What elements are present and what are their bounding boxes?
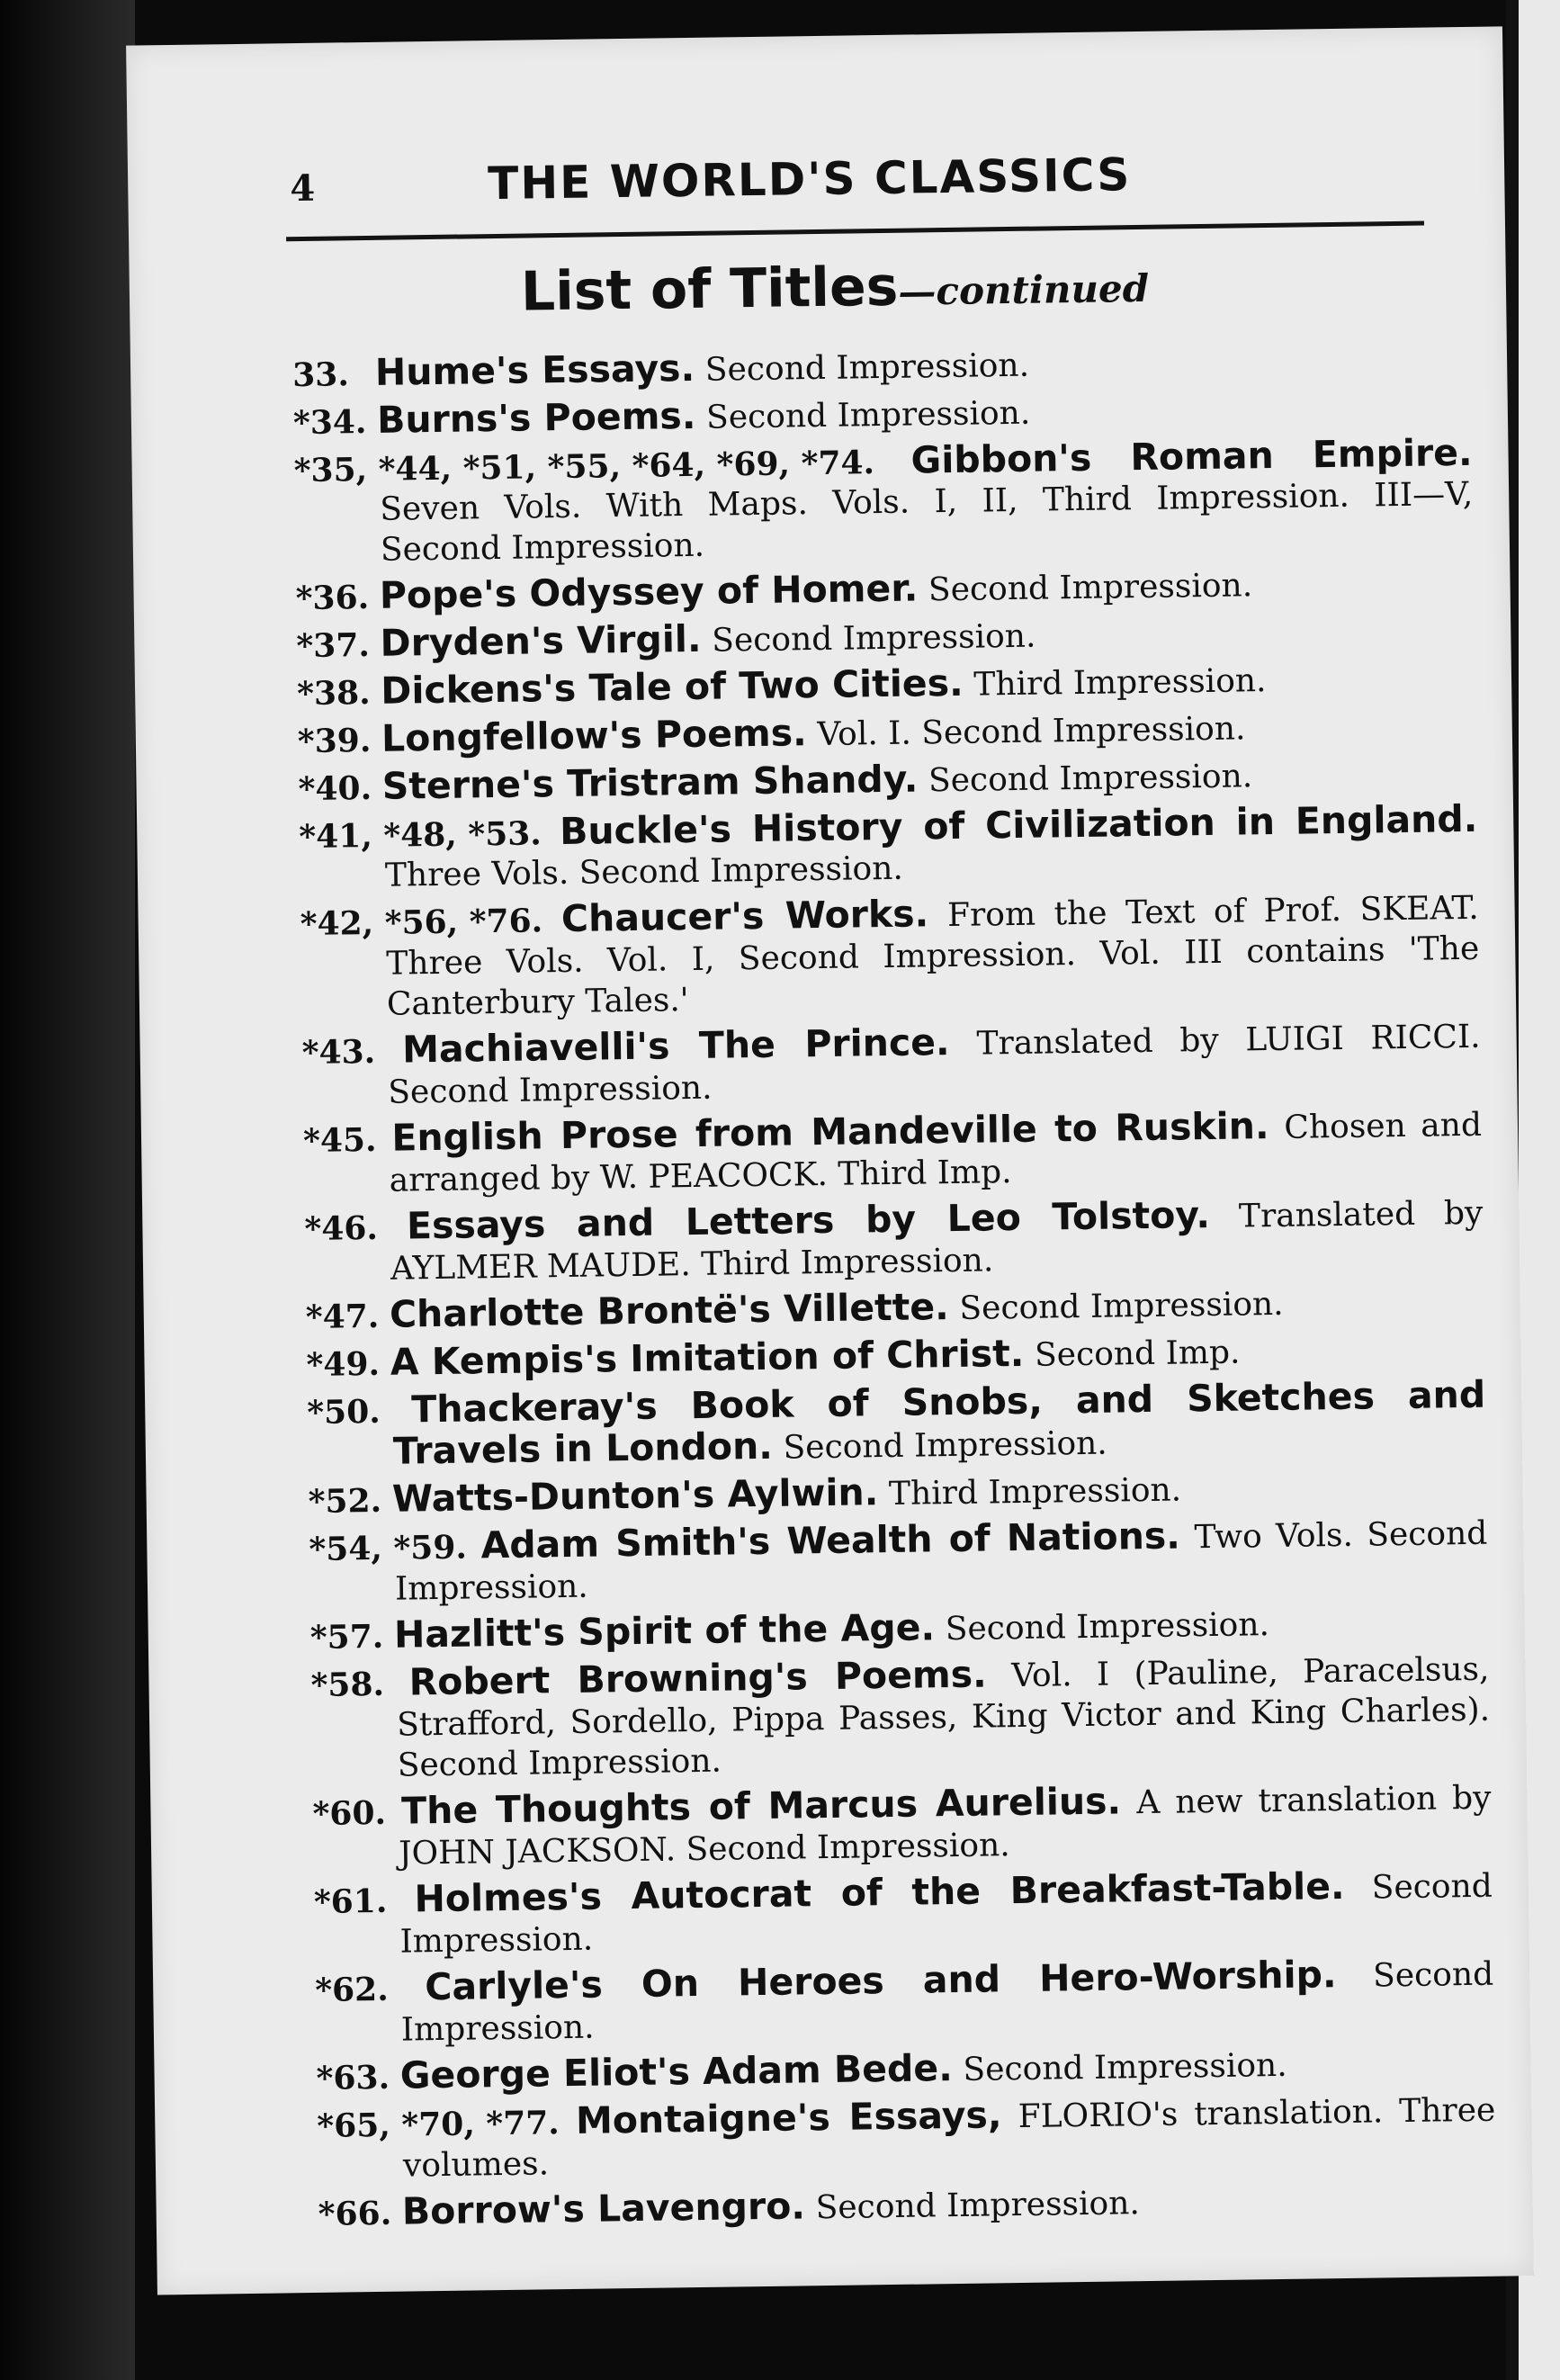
entry-title: Sterne's Tristram Shandy. [381,757,919,808]
entry-number: *38. [296,673,371,714]
entry-note: Third Impression. [888,1471,1182,1513]
entry-note: Two Vols. Second Impression. [394,1514,1488,1608]
entry-note: From the Text of Prof. SKEAT. Three Vols. Vol. I, Second Impression. Vol. III contains 'The Canterbury Tales.' [386,889,1480,1023]
entry-number: *42, *56, *76. [300,902,543,944]
entry-title: George Eliot's Adam Bede. [399,2046,954,2097]
list-item [314,1864,1493,1963]
entry-number: *62. [314,1970,390,2009]
entry-note: Second Impression. [704,346,1030,389]
entry-number: 33. [291,355,350,395]
running-header [290,134,1496,223]
entry-note: Second Impression. [783,1424,1107,1467]
list-item [310,1648,1491,1787]
entry-title: Pope's Odyssey of Homer. [379,566,919,617]
entry-title: Dickens's Tale of Two Cities. [381,660,964,713]
list-item [317,2088,1496,2187]
list-item [300,886,1480,1026]
page-number: 4 [289,166,316,211]
entry-number: *57. [309,1617,384,1657]
entry-note: Second Impression. [928,758,1253,800]
entry-note: Second Impression. [400,1955,1494,2049]
entry-note: Translated by LUIGI RICCI. Second Impression. [388,1018,1481,1111]
list-heading-continued: —continued [898,265,1150,314]
entry-number: *65, *70, *77. [317,2104,560,2145]
list-item [293,430,1474,571]
entry-note: Second Impression. [959,1285,1284,1327]
book-page [126,26,1534,2295]
entry-number: *63. [316,2058,390,2097]
entry-number: *46. [304,1208,379,1249]
entry-title: Borrow's Lavengro. [401,2184,806,2233]
list-item [309,1512,1488,1611]
entry-note: Second Impression. [815,2185,1141,2227]
entry-note: Second Impression. [963,2046,1287,2088]
entry-title: Machiavelli's The Prince. [401,1020,950,1072]
entry-title: Holmes's Autocrat of the Breakfast-Table. [414,1864,1345,1921]
entry-note: Second Impression. [945,1606,1270,1648]
entry-title: Hume's Essays. [374,346,695,394]
entry-number: *60. [312,1793,387,1833]
list-item [315,1953,1494,2052]
entry-number: *37. [296,625,371,666]
entry-title: Adam Smith's Wealth of Nations. [480,1513,1181,1567]
entry-title: A Kempis's Imitation of Christ. [390,1331,1025,1384]
entry-number: *52. [308,1481,382,1522]
entry-title: Burns's Poems. [376,393,696,442]
entry-note: Translated by AYLMER MAUDE. Third Impression. [390,1194,1484,1288]
list-item [318,2177,1497,2235]
entry-title: Carlyle's On Heroes and Hero-Worship. [424,1953,1337,2009]
list-item [299,796,1478,897]
list-item [304,1191,1484,1290]
entry-number: *36. [295,578,370,618]
list-item [303,1103,1483,1202]
entry-number: *43. [301,1032,376,1073]
entry-note: Second Impression. [705,394,1031,436]
entry-note: Seven Vols. With Maps. Vols. I, II, Third Impression. III—V, Second Impression. [380,475,1474,569]
entry-number: *34. [292,402,367,443]
list-heading [520,249,1331,324]
entry-note: Second Impression. [928,567,1253,609]
entry-title: Essays and Letters by Leo Tolstoy. [406,1192,1211,1248]
entry-number: *66. [318,2194,392,2233]
entry-title: Robert Browning's Poems. [408,1652,987,1704]
entry-title: Charlotte Brontë's Villette. [389,1285,949,1336]
title-list [292,337,1497,2241]
scan-left-margin [0,0,135,2380]
entry-note: Third Impression. [973,662,1267,704]
entry-note: Chosen and arranged by W. PEACOCK. Third Imp. [389,1106,1483,1199]
entry-note: Three Vols. Second Impression. [384,849,904,894]
entry-note: Second Imp. [1034,1334,1241,1374]
list-item [301,1015,1481,1114]
entry-number: *49. [306,1344,381,1385]
entry-title: Watts-Dunton's Aylwin. [391,1470,879,1521]
entry-number: *47. [305,1297,380,1337]
entry-note: Vol. I (Pauline, Paracelsus, Strafford, Sordello, Pippa Passes, King Victor and King Charles). Second Impression. [396,1650,1491,1784]
entry-number: *58. [310,1665,385,1704]
entry-title: The Thoughts of Marcus Aurelius. [400,1779,1122,1833]
entry-title: Thackeray's Book of Snobs, and Sketches and Travels in London. [392,1372,1486,1473]
entry-note: A new translation by JOHN JACKSON. Second Impression. [398,1779,1492,1873]
list-item [312,1776,1492,1875]
entry-title: Chaucer's Works. [560,892,929,941]
entry-note: Vol. I. Second Impression. [817,710,1246,754]
entry-note: Second Impression. [399,1867,1493,1961]
entry-note: Second Impression. [711,617,1036,660]
list-item [307,1372,1486,1475]
header-rule [286,221,1424,242]
list-heading-main: List of Titles [520,255,899,324]
entry-number: *54, *59. [309,1528,468,1569]
entry-title: Montaigne's Essays, [575,2093,1002,2142]
entry-title: Longfellow's Poems. [381,711,807,760]
entry-number: *40. [298,768,372,809]
entry-title: Dryden's Virgil. [380,616,702,665]
running-title: THE WORLD'S CLASSICS [487,148,1132,211]
entry-number: *50. [307,1392,381,1432]
entry-note: FLORIO's translation. Three volumes. [402,2091,1496,2185]
entry-title: Hazlitt's Spirit of the Age. [393,1605,936,1657]
entry-title: Gibbon's Roman Empire. [910,430,1473,482]
entry-number: *39. [297,721,372,761]
entry-number: *35, *44, *51, *55, *64, *69, *74. [293,444,875,490]
entry-number: *61. [313,1882,388,1921]
entry-number: *41, *48, *53. [299,814,542,857]
entry-title: Buckle's History of Civilization in England. [559,796,1478,854]
entry-title: English Prose from Mandeville to Ruskin. [391,1104,1269,1160]
entry-number: *45. [302,1120,377,1161]
